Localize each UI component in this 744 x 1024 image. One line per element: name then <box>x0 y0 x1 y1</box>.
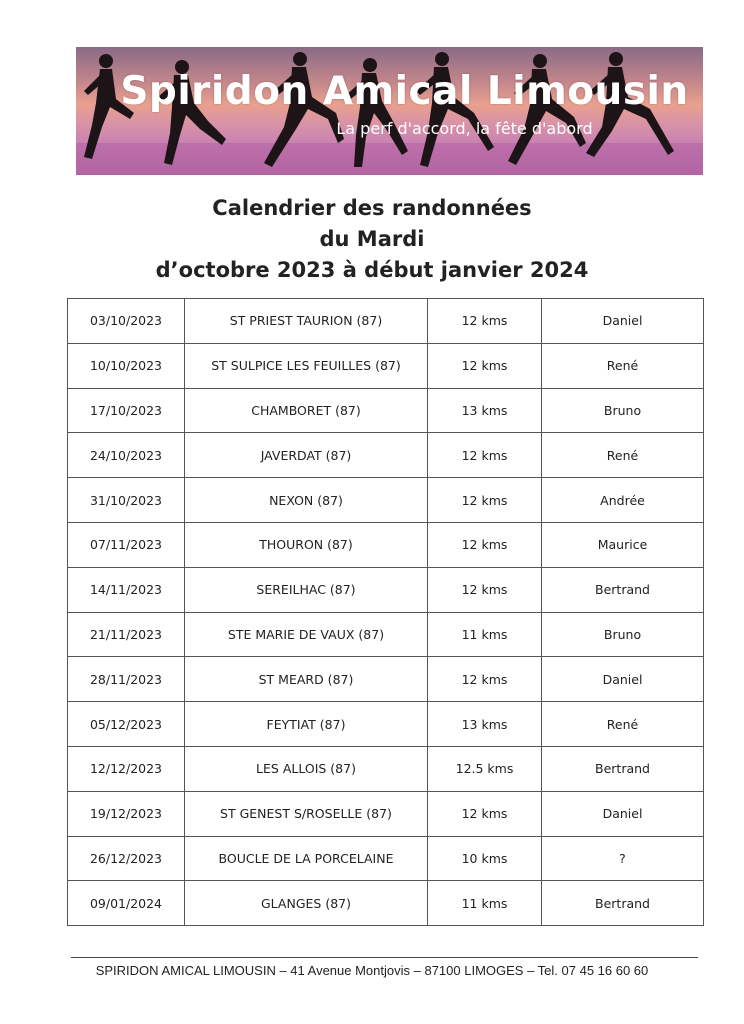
date-cell: 28/11/2023 <box>68 657 185 702</box>
date-cell: 24/10/2023 <box>68 433 185 478</box>
page-title-line1: Calendrier des randonnées <box>212 196 532 220</box>
leader-cell: Daniel <box>542 299 704 344</box>
place-cell: NEXON (87) <box>185 478 428 523</box>
banner-subtitle: La perf d'accord, la fête d'abord <box>336 119 593 138</box>
distance-cell: 12 kms <box>428 657 542 702</box>
place-cell: FEYTIAT (87) <box>185 702 428 747</box>
distance-cell: 12 kms <box>428 791 542 836</box>
leader-cell: Maurice <box>542 522 704 567</box>
date-cell: 21/11/2023 <box>68 612 185 657</box>
date-cell: 07/11/2023 <box>68 522 185 567</box>
place-cell: ST SULPICE LES FEUILLES (87) <box>185 343 428 388</box>
table-row <box>68 433 704 478</box>
table-row <box>68 388 704 433</box>
leader-cell: Bruno <box>542 388 704 433</box>
place-cell: CHAMBORET (87) <box>185 388 428 433</box>
distance-cell: 12 kms <box>428 433 542 478</box>
table-row <box>68 299 704 344</box>
schedule-table <box>67 298 704 926</box>
table-row <box>68 612 704 657</box>
table-row <box>68 746 704 791</box>
place-cell: STE MARIE DE VAUX (87) <box>185 612 428 657</box>
leader-cell: Bertrand <box>542 746 704 791</box>
distance-cell: 11 kms <box>428 612 542 657</box>
distance-cell: 12 kms <box>428 343 542 388</box>
place-cell: ST MEARD (87) <box>185 657 428 702</box>
place-cell: JAVERDAT (87) <box>185 433 428 478</box>
date-cell: 14/11/2023 <box>68 567 185 612</box>
leader-cell: Andrée <box>542 478 704 523</box>
date-cell: 03/10/2023 <box>68 299 185 344</box>
distance-cell: 12 kms <box>428 299 542 344</box>
place-cell: GLANGES (87) <box>185 881 428 926</box>
leader-cell: Bruno <box>542 612 704 657</box>
distance-cell: 12 kms <box>428 567 542 612</box>
table-row <box>68 702 704 747</box>
date-cell: 09/01/2024 <box>68 881 185 926</box>
table-row <box>68 881 704 926</box>
table-row <box>68 657 704 702</box>
place-cell: LES ALLOIS (87) <box>185 746 428 791</box>
leader-cell: Daniel <box>542 791 704 836</box>
date-cell: 12/12/2023 <box>68 746 185 791</box>
page-title-line2: du Mardi <box>319 227 425 251</box>
date-cell: 05/12/2023 <box>68 702 185 747</box>
date-cell: 26/12/2023 <box>68 836 185 881</box>
leader-cell: Daniel <box>542 657 704 702</box>
place-cell: BOUCLE DE LA PORCELAINE <box>185 836 428 881</box>
date-cell: 31/10/2023 <box>68 478 185 523</box>
date-cell: 10/10/2023 <box>68 343 185 388</box>
place-cell: THOURON (87) <box>185 522 428 567</box>
distance-cell: 10 kms <box>428 836 542 881</box>
leader-cell: Bertrand <box>542 567 704 612</box>
distance-cell: 13 kms <box>428 702 542 747</box>
banner-title: Spiridon Amical Limousin <box>120 69 689 114</box>
table-row <box>68 343 704 388</box>
distance-cell: 12 kms <box>428 522 542 567</box>
place-cell: ST PRIEST TAURION (87) <box>185 299 428 344</box>
place-cell: SEREILHAC (87) <box>185 567 428 612</box>
distance-cell: 11 kms <box>428 881 542 926</box>
leader-cell: René <box>542 343 704 388</box>
leader-cell: Bertrand <box>542 881 704 926</box>
leader-cell: ? <box>542 836 704 881</box>
date-cell: 19/12/2023 <box>68 791 185 836</box>
schedule-table-body <box>68 299 704 926</box>
table-row <box>68 478 704 523</box>
leader-cell: René <box>542 702 704 747</box>
place-cell: ST GENEST S/ROSELLE (87) <box>185 791 428 836</box>
distance-cell: 12.5 kms <box>428 746 542 791</box>
table-row <box>68 567 704 612</box>
table-row <box>68 522 704 567</box>
table-row <box>68 791 704 836</box>
footer-divider <box>71 957 698 958</box>
leader-cell: René <box>542 433 704 478</box>
page-title-line3: d’octobre 2023 à début janvier 2024 <box>155 258 589 282</box>
date-cell: 17/10/2023 <box>68 388 185 433</box>
distance-cell: 12 kms <box>428 478 542 523</box>
header-banner <box>76 47 703 175</box>
footer-address: SPIRIDON AMICAL LIMOUSIN – 41 Avenue Montjovis – 87100 LIMOGES – Tel. 07 45 16 60 60 <box>95 963 649 978</box>
distance-cell: 13 kms <box>428 388 542 433</box>
table-row <box>68 836 704 881</box>
